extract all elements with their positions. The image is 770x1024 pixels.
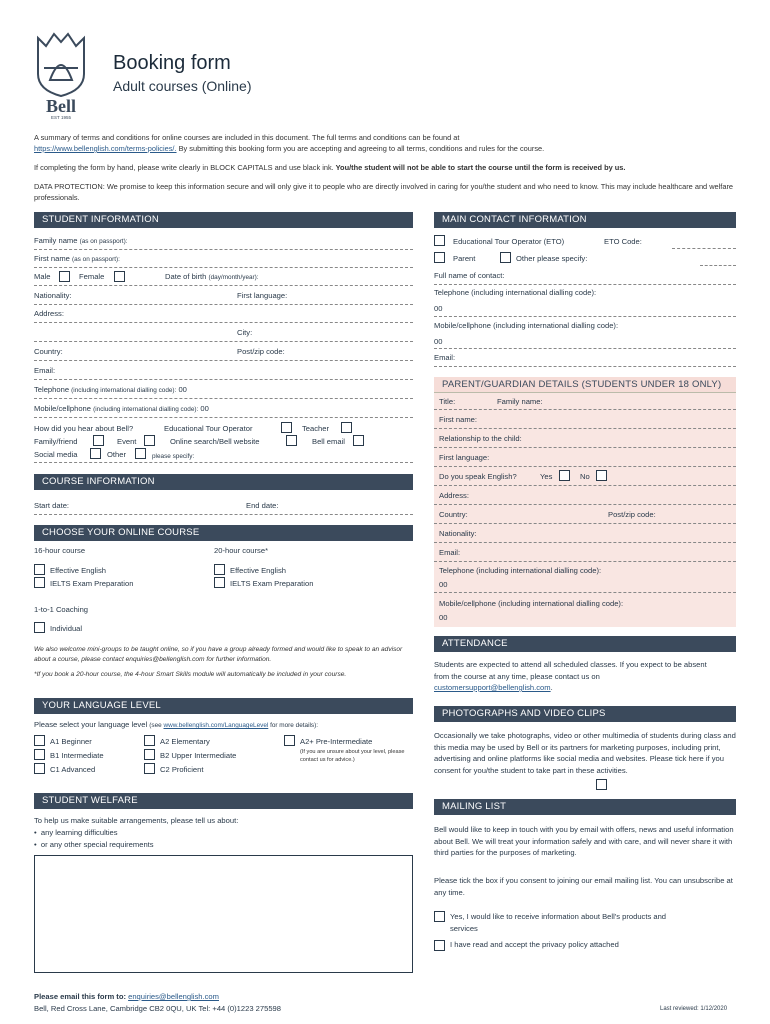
mailing-heading: MAILING LIST	[434, 799, 736, 815]
16h-ielts-checkbox[interactable]	[34, 577, 45, 588]
postcode-label: Post/zip code:	[237, 347, 285, 356]
guardian-title-field[interactable]	[434, 409, 736, 410]
photos-consent-checkbox[interactable]	[596, 779, 607, 790]
col-20-hour: 20-hour course*	[214, 546, 269, 555]
eto-code-label: ETO Code:	[604, 237, 642, 246]
support-email-link[interactable]: customersupport@bellenglish.com	[434, 683, 551, 692]
speak-english-label: Do you speak English?	[439, 472, 517, 481]
language-level-heading: YOUR LANGUAGE LEVEL	[34, 698, 413, 714]
full-name-field[interactable]	[434, 284, 736, 285]
16h-ielts-label: IELTS Exam Preparation	[50, 579, 134, 588]
20h-effective-checkbox[interactable]	[214, 564, 225, 575]
guardian-telephone-field[interactable]	[434, 592, 736, 593]
guardian-family-name-label: Family name:	[497, 397, 543, 406]
family-name-label: Family name (as on passport):	[34, 236, 128, 245]
guardian-country-label: Country:	[439, 510, 468, 519]
student-info-heading: STUDENT INFORMATION	[34, 212, 413, 228]
full-name-label: Full name of contact:	[434, 271, 505, 280]
b1-label: B1 Intermediate	[50, 751, 104, 760]
terms-link[interactable]: https://www.bellenglish.com/terms-policies/.	[34, 144, 177, 153]
intro-terms: A summary of terms and conditions for online courses are included in this document. The full terms and conditions can be found at https://www.bellenglish.com/terms-policies/. By submitting this booking form you are accepting and agreeing to all terms, conditions and rules for the course.	[34, 133, 545, 153]
b2-checkbox[interactable]	[144, 749, 155, 760]
start-date-label: Start date:	[34, 501, 70, 510]
hear-eto-label: Educational Tour Operator	[164, 424, 253, 433]
hear-online-label: Online search/Bell website	[170, 437, 260, 446]
b1-checkbox[interactable]	[34, 749, 45, 760]
contact-mobile-label: Mobile/cellphone (including international dialling code):	[434, 321, 619, 330]
first-name-field[interactable]	[34, 267, 413, 268]
page-title: Booking form	[113, 52, 231, 74]
16h-effective-label: Effective English	[50, 566, 107, 575]
hear-eto-checkbox[interactable]	[281, 422, 292, 433]
guardian-title-label: Title:	[439, 397, 456, 406]
please-specify-label: please specify:	[152, 453, 195, 460]
hear-label: How did you hear about Bell?	[34, 424, 134, 433]
unsure-note: (If you are unsure about your level, please contact us for advice.)	[300, 749, 405, 763]
welfare-text: To help us make suitable arrangements, please tell us about:	[34, 816, 239, 825]
hear-bell-email-label: Bell email	[312, 437, 345, 446]
b2-label: B2 Upper Intermediate	[160, 751, 237, 760]
contact-other-field[interactable]	[700, 265, 736, 266]
attendance-text: Students are expected to attend all scheduled classes. If you expect to be absent from the course at any time, please contact us on customersupport@bellenglish.com.	[434, 660, 707, 692]
email-field[interactable]	[34, 379, 413, 380]
contact-other-checkbox[interactable]	[500, 252, 511, 263]
guardian-email-label: Email:	[439, 548, 461, 557]
contact-parent-label: Parent	[453, 254, 476, 263]
mailing-consent-text: Please tick the box if you consent to joining our email mailing list. You can unsubscribe at any time.	[434, 876, 733, 897]
welfare-textarea[interactable]	[34, 855, 413, 973]
footer-email-line: Please email this form to: enquiries@bellenglish.com	[34, 992, 219, 1001]
contact-eto-checkbox[interactable]	[434, 235, 445, 246]
guardian-email-field[interactable]	[434, 561, 736, 562]
end-date-label: End date:	[246, 501, 279, 510]
dob-field[interactable]	[34, 285, 413, 286]
speak-no-checkbox[interactable]	[596, 470, 607, 481]
guardian-nationality-field[interactable]	[434, 542, 736, 543]
individual-label: Individual	[50, 624, 83, 633]
speak-no-label: No	[580, 472, 590, 481]
page-subtitle: Adult courses (Online)	[113, 78, 252, 94]
guardian-mobile-value: 00	[439, 613, 448, 622]
a2-checkbox[interactable]	[144, 735, 155, 746]
contact-other-label: Other please specify:	[516, 254, 588, 263]
city-label: City:	[237, 328, 253, 337]
mailing-text: Bell would like to keep in touch with you by email with offers, news and useful information about Bell. We will treat your information safely and with care, and will never share it with third parties for the purposes of marketing.	[434, 825, 734, 857]
hear-teacher-checkbox[interactable]	[341, 422, 352, 433]
guardian-mobile-label: Mobile/cellphone (including international dialling code):	[439, 599, 624, 608]
course-info-heading: COURSE INFORMATION	[34, 474, 413, 490]
individual-checkbox[interactable]	[34, 622, 45, 633]
svg-text:EST 1955: EST 1955	[51, 115, 71, 120]
contact-telephone-value: 00	[434, 304, 443, 313]
one-to-one-label: 1-to-1 Coaching	[34, 605, 89, 614]
guardian-panel	[434, 377, 736, 627]
hear-teacher-label: Teacher	[302, 424, 330, 433]
contact-parent-checkbox[interactable]	[434, 252, 445, 263]
photos-heading: PHOTOGRAPHS AND VIDEO CLIPS	[434, 706, 736, 722]
guardian-telephone-label: Telephone (including international dialling code):	[439, 566, 602, 575]
a2-label: A2 Elementary	[160, 737, 210, 746]
welfare-bullet-1: • any learning difficulties	[34, 828, 118, 837]
guardian-address-label: Address:	[439, 491, 469, 500]
20h-ielts-checkbox[interactable]	[214, 577, 225, 588]
c2-checkbox[interactable]	[144, 763, 155, 774]
col-16-hour: 16-hour course	[34, 546, 86, 555]
language-prompt: Please select your language level (see www.bellenglish.com/LanguageLevel for more details):	[34, 720, 319, 729]
a1-label: A1 Beginner	[50, 737, 92, 746]
contact-telephone-field[interactable]	[434, 316, 736, 317]
hear-social-label: Social media	[34, 450, 78, 459]
privacy-checkbox[interactable]	[434, 940, 445, 951]
email-label: Email:	[34, 366, 56, 375]
guardian-nationality-label: Nationality:	[439, 529, 477, 538]
language-level-link[interactable]: www.bellenglish.com/LanguageLevel	[163, 722, 269, 729]
online-course-heading: CHOOSE YOUR ONLINE COURSE	[34, 525, 413, 541]
a2plus-checkbox[interactable]	[284, 735, 295, 746]
address-field[interactable]	[34, 322, 413, 323]
last-reviewed: Last reviewed: 1/12/2020	[660, 1006, 728, 1012]
mini-groups-note: We also welcome mini-groups to be taught online, so if you have a group already formed and would like to speak to an advisor about a course, please contact enquiries@bellenglish.com for further information.	[34, 646, 403, 663]
hear-bell-email-checkbox[interactable]	[353, 435, 364, 446]
a2plus-label: A2+ Pre-Intermediate	[300, 737, 373, 746]
hear-other-field[interactable]	[34, 462, 413, 463]
country-label: Country:	[34, 347, 63, 356]
female-checkbox[interactable]	[114, 271, 125, 282]
hear-family-checkbox[interactable]	[93, 435, 104, 446]
contact-telephone-label: Telephone (including international dialling code):	[434, 288, 597, 297]
family-name-field[interactable]	[34, 249, 413, 250]
footer-email-link[interactable]: enquiries@bellenglish.com	[128, 992, 219, 1001]
first-language-label: First language:	[237, 291, 288, 300]
guardian-first-name-field[interactable]	[434, 428, 736, 429]
contact-mobile-field[interactable]	[434, 348, 736, 349]
course-dates-field[interactable]	[34, 514, 413, 515]
dob-label: Date of birth (day/month/year):	[165, 272, 259, 281]
hear-family-label: Family/friend	[34, 437, 78, 446]
mailing-opt-in-checkbox[interactable]	[434, 911, 445, 922]
20h-note: *If you book a 20-hour course, the 4-hour Smart Skills module will automatically be included in your course.	[34, 671, 347, 678]
male-checkbox[interactable]	[59, 271, 70, 282]
attendance-heading: ATTENDANCE	[434, 636, 736, 652]
mailing-opt-in-label: Yes, I would like to receive information about Bell's products and services	[450, 912, 667, 933]
bell-logo	[30, 28, 92, 120]
nationality-field[interactable]	[34, 304, 413, 305]
20h-effective-label: Effective English	[230, 566, 287, 575]
nationality-label: Nationality:	[34, 291, 72, 300]
guardian-telephone-value: 00	[439, 580, 448, 589]
hear-other-checkbox[interactable]	[135, 448, 146, 459]
guardian-postcode-label: Post/zip code:	[608, 510, 656, 519]
hear-online-checkbox[interactable]	[286, 435, 297, 446]
contact-eto-label: Educational Tour Operator (ETO)	[453, 237, 565, 246]
photos-text: Occasionally we take photographs, video or other multimedia of students during class and this media may be used by Bell or its partners for marketing purposes, including print, advertising and online platforms like social media and websites. Please tick here if you consent for you/the student to take part in these activities.	[434, 731, 736, 775]
hear-social-checkbox[interactable]	[90, 448, 101, 459]
guardian-relationship-field[interactable]	[434, 447, 736, 448]
guardian-country-field[interactable]	[434, 523, 736, 524]
mobile-field[interactable]	[34, 417, 413, 418]
guardian-language-label: First language:	[439, 453, 490, 462]
a1-checkbox[interactable]	[34, 735, 45, 746]
telephone-label: Telephone (including international dialling code): 00	[34, 385, 187, 394]
speak-yes-checkbox[interactable]	[559, 470, 570, 481]
privacy-label: I have read and accept the privacy policy attached	[450, 940, 619, 949]
guardian-heading: PARENT/GUARDIAN DETAILS (STUDENTS UNDER 18 ONLY)	[434, 377, 736, 393]
female-label: Female	[79, 272, 105, 281]
guardian-language-field[interactable]	[434, 466, 736, 467]
speak-english-line	[434, 485, 736, 486]
footer-address: Bell, Red Cross Lane, Cambridge CB2 0QU, UK Tel: +44 (0)1223 275598	[34, 1004, 282, 1013]
male-label: Male	[34, 272, 51, 281]
speak-yes-label: Yes	[540, 472, 553, 481]
guardian-relationship-label: Relationship to the child:	[439, 434, 522, 443]
guardian-first-name-label: First name:	[439, 415, 477, 424]
20h-ielts-label: IELTS Exam Preparation	[230, 579, 314, 588]
hear-event-checkbox[interactable]	[144, 435, 155, 446]
first-name-label: First name (as on passport):	[34, 254, 120, 263]
hear-event-label: Event	[117, 437, 137, 446]
main-contact-heading: MAIN CONTACT INFORMATION	[434, 212, 736, 228]
contact-email-field[interactable]	[434, 366, 736, 367]
contact-email-label: Email:	[434, 353, 456, 362]
welfare-bullet-2: • or any other special requirements	[34, 840, 154, 849]
guardian-address-field[interactable]	[434, 504, 736, 505]
telephone-field[interactable]	[34, 398, 413, 399]
hear-other-label: Other	[107, 450, 126, 459]
mobile-label: Mobile/cellphone (including international dialling code): 00	[34, 404, 209, 413]
welfare-heading: STUDENT WELFARE	[34, 793, 413, 809]
16h-effective-checkbox[interactable]	[34, 564, 45, 575]
city-field[interactable]	[34, 341, 413, 342]
svg-text:Bell: Bell	[46, 96, 76, 116]
eto-code-field[interactable]	[672, 248, 736, 249]
contact-mobile-value: 00	[434, 337, 443, 346]
intro-instructions: If completing the form by hand, please write clearly in BLOCK CAPITALS and use black ink. You/the student will not be able to start the course until the form is received by us.	[34, 163, 626, 172]
intro-data-protection: DATA PROTECTION: We promise to keep this information secure and will only give it to people who are directly involved in caring for you/the student and who need to know. This may include healthcare and welfare professionals.	[34, 182, 734, 202]
c1-checkbox[interactable]	[34, 763, 45, 774]
address-label: Address:	[34, 309, 64, 318]
c2-label: C2 Proficient	[160, 765, 204, 774]
c1-label: C1 Advanced	[50, 765, 96, 774]
country-field[interactable]	[34, 360, 413, 361]
